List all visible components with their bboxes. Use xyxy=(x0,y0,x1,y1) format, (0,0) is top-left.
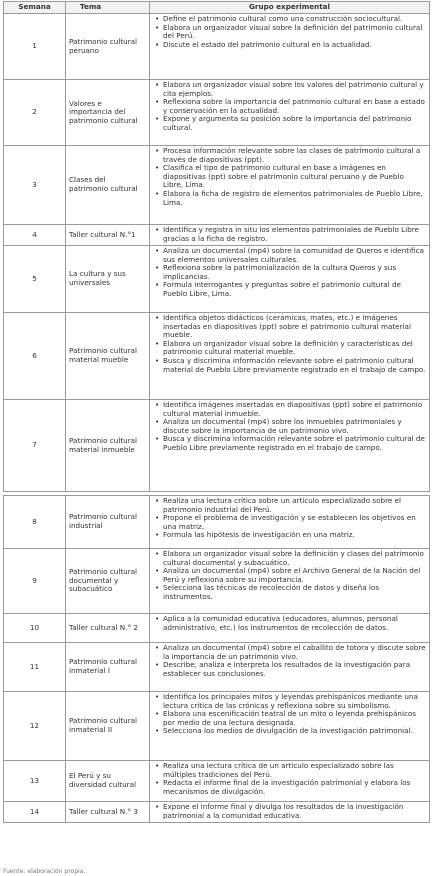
activity-item: • Procesa información relevante sobre las clases de patrimonio cultural a través de diapositivas (ppt). xyxy=(163,147,426,164)
topic-cell: Taller cultural N.° 2 xyxy=(66,614,150,643)
activity-list xyxy=(154,314,426,374)
activities-cell xyxy=(150,80,430,146)
topic-cell: Patrimonio cultural material inmueble xyxy=(66,400,150,492)
activity-item: • Elabora un organizador visual sobre la definición y características del patrimonio cultural material mueble. xyxy=(163,340,426,357)
activity-item: • Realiza una lectura crítica de un artículo especializado sobre las múltiples tradiciones del Perú. xyxy=(163,762,426,779)
topic-cell: Clases del patrimonio cultural xyxy=(66,146,150,225)
week-cell: 8 xyxy=(4,496,66,549)
activities-cell xyxy=(150,692,430,761)
activity-item: • Expone y argumenta su posición sobre la importancia del patrimonio cultural. xyxy=(163,115,426,132)
activity-item: • Define el patrimonio cultural como una construcción sociocultural. xyxy=(163,15,426,24)
activities-cell xyxy=(150,761,430,802)
activity-item: • Expone el informe final y divulga los resultados de la investigación patrimonial a la comunidad educativa. xyxy=(163,803,426,820)
activity-item: • Busca y discrimina información relevante sobre el patrimonio cultural de Pueblo Libre previamente registrado en el trabajo de campo. xyxy=(163,435,426,452)
activity-item: • Elabora un organizador visual sobre la definición y clases del patrimonio cultural documental y subacuático. xyxy=(163,550,426,567)
activities-cell xyxy=(150,643,430,692)
activity-item: • Propone el problema de investigación y se establecen los objetivos en una matriz. xyxy=(163,514,426,531)
activities-cell xyxy=(150,496,430,549)
activity-list xyxy=(154,550,426,602)
table-row xyxy=(4,802,430,823)
header-group: Grupo experimental xyxy=(150,2,430,14)
week-cell: 6 xyxy=(4,313,66,400)
activity-item: • Identifica objetos didácticos (cerámicas, mates, etc.) e imágenes insertadas en diapositivas (ppt) sobre el patrimonio cultural material mueble. xyxy=(163,314,426,340)
topic-cell: Patrimonio cultural peruano xyxy=(66,14,150,80)
table-row xyxy=(4,146,430,225)
activity-list xyxy=(154,615,426,632)
week-cell: 11 xyxy=(4,643,66,692)
activity-item: • Discute el estado del patrimonio cultural en la actualidad. xyxy=(163,41,426,50)
activities-cell xyxy=(150,14,430,80)
table-header-row xyxy=(4,2,430,14)
activity-item: • Elabora la ficha de registro de elementos patrimoniales de Pueblo Libre, Lima. xyxy=(163,190,426,207)
activity-item: • Redacta el informe final de la investigación patrimonial y elabora los mecanismos de divulgación. xyxy=(163,779,426,796)
activity-item: • Elabora un organizador visual sobre la definición del patrimonio cultural del Perú. xyxy=(163,24,426,41)
activity-item: • Realiza una lectura crítica sobre un artículo especializado sobre el patrimonio industrial del Perú. xyxy=(163,497,426,514)
activities-cell xyxy=(150,614,430,643)
activity-item: • Identifica imágenes insertadas en diapositivas (ppt) sobre el patrimonio cultural material inmueble. xyxy=(163,401,426,418)
activities-cell xyxy=(150,802,430,823)
table-row xyxy=(4,14,430,80)
topic-cell: El Perú y su diversidad cultural xyxy=(66,761,150,802)
table-row xyxy=(4,496,430,549)
week-cell: 9 xyxy=(4,549,66,614)
activity-list xyxy=(154,693,426,736)
activities-cell xyxy=(150,225,430,246)
table-row xyxy=(4,614,430,643)
activity-item: • Analiza un documental (mp4) sobre el Archivo General de la Nación del Perú y reflexiona sobre su importancia. xyxy=(163,567,426,584)
activity-item: • Elabora un organizador visual sobre los valores del patrimonio cultural y cita ejemplos. xyxy=(163,81,426,98)
activity-item: • Describe, analiza e interpreta los resultados de la investigación para establecer sus conclusiones. xyxy=(163,661,426,678)
topic-cell: Patrimonio cultural documental y subacuático xyxy=(66,549,150,614)
week-cell: 13 xyxy=(4,761,66,802)
activity-list xyxy=(154,147,426,207)
table-row xyxy=(4,400,430,492)
activities-cell xyxy=(150,549,430,614)
activities-cell xyxy=(150,146,430,225)
activity-item: • Selecciona las técnicas de recolección de datos y diseña los instrumentos. xyxy=(163,584,426,601)
topic-cell: Valores e importancia del patrimonio cultural xyxy=(66,80,150,146)
topic-cell: Taller cultural N.°1 xyxy=(66,225,150,246)
activity-item: • Identifica y registra in situ los elementos patrimoniales de Pueblo Libre gracias a la ficha de registro. xyxy=(163,226,426,243)
activity-list xyxy=(154,226,426,243)
week-cell: 7 xyxy=(4,400,66,492)
table-row xyxy=(4,246,430,313)
week-cell: 4 xyxy=(4,225,66,246)
activity-list xyxy=(154,247,426,299)
week-cell: 12 xyxy=(4,692,66,761)
activities-cell xyxy=(150,400,430,492)
activity-item: • Selecciona los medios de divulgación de la investigación patrimonial. xyxy=(163,727,426,736)
activity-item: • Analiza un documental (mp4) sobre los inmuebles patrimoniales y discute sobre la importancia de un patrimonio vivo. xyxy=(163,418,426,435)
week-cell: 2 xyxy=(4,80,66,146)
activity-item: • Aplica a la comunidad educativa (educadores, alumnos, personal administrativo, etc.) los instrumentos de recolección de datos. xyxy=(163,615,426,632)
table-row xyxy=(4,549,430,614)
activity-item: • Reflexiona sobre la importancia del patrimonio cultural en base a estado y conservación en la actualidad. xyxy=(163,98,426,115)
schedule-table-container xyxy=(3,1,429,823)
activity-list xyxy=(154,497,426,540)
table-row xyxy=(4,643,430,692)
activity-item: • Analiza un documental (mp4) sobre la comunidad de Queros e identifica sus elementos universales culturales. xyxy=(163,247,426,264)
activities-cell xyxy=(150,313,430,400)
topic-cell: Patrimonio cultural material mueble xyxy=(66,313,150,400)
source-note: Fuente: elaboración propia. xyxy=(3,868,86,875)
activity-item: • Identifica los principales mitos y leyendas prehispánicos mediante una lectura crítica de las crónicas y reflexiona sobre su simbolismo. xyxy=(163,693,426,710)
table-row xyxy=(4,80,430,146)
week-cell: 5 xyxy=(4,246,66,313)
activity-item: • Busca y discrimina información relevante sobre el patrimonio cultural material de Pueblo Libre previamente registrado en el trabajo de campo. xyxy=(163,357,426,374)
activities-cell xyxy=(150,246,430,313)
table-row xyxy=(4,761,430,802)
week-cell: 3 xyxy=(4,146,66,225)
table-row xyxy=(4,692,430,761)
topic-cell: Patrimonio cultural industrial xyxy=(66,496,150,549)
table-row xyxy=(4,313,430,400)
topic-cell: La cultura y sus universales xyxy=(66,246,150,313)
header-topic: Tema xyxy=(66,2,150,14)
activity-list xyxy=(154,81,426,133)
table-row xyxy=(4,225,430,246)
activity-list xyxy=(154,15,426,49)
activity-item: • Analiza un documental (mp4) sobre el caballito de totora y discute sobre la importancia de un patrimonio vivo. xyxy=(163,644,426,661)
activity-item: • Formula las hipótesis de investigación en una matriz. xyxy=(163,531,426,540)
activity-list xyxy=(154,762,426,796)
topic-cell: Taller cultural N.° 3 xyxy=(66,802,150,823)
activity-list xyxy=(154,803,426,820)
activity-list xyxy=(154,401,426,453)
activity-item: • Clasifica el tipo de patrimonio cultural en base a imágenes en diapositivas (ppt) sobre el patrimonio cultural peruano y de Pueblo Libre, Lima. xyxy=(163,164,426,190)
activity-item: • Elabora una escenificación teatral de un mito o leyenda prehispánicos por medio de una lectura designada. xyxy=(163,710,426,727)
table-body xyxy=(4,14,430,823)
header-week: Semana xyxy=(4,2,66,14)
week-cell: 14 xyxy=(4,802,66,823)
week-cell: 10 xyxy=(4,614,66,643)
activity-item: • Reflexiona sobre la patrimonialización de la cultura Queros y sus implicancias. xyxy=(163,264,426,281)
topic-cell: Patrimonio cultural inmaterial I xyxy=(66,643,150,692)
schedule-table xyxy=(3,1,430,823)
activity-list xyxy=(154,644,426,678)
week-cell: 1 xyxy=(4,14,66,80)
topic-cell: Patrimonio cultural inmaterial II xyxy=(66,692,150,761)
activity-item: • Formula interrogantes y preguntas sobre el patrimonio cultural de Pueblo Libre, Lima. xyxy=(163,281,426,298)
